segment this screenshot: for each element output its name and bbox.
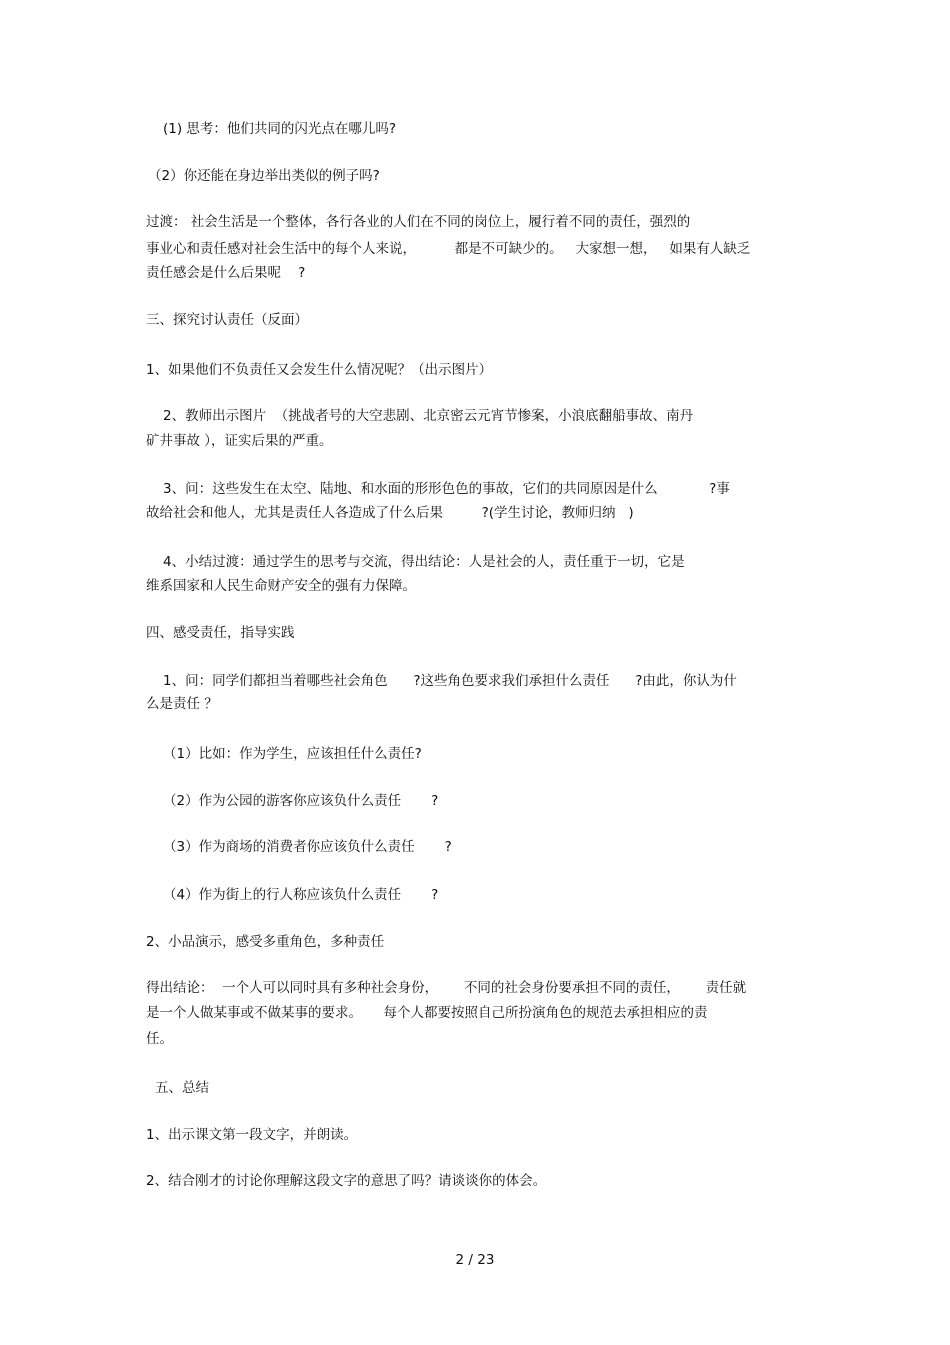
text-line: 得出结论： 一个人可以同时具有多种社会身份， 不同的社会身份要承担不同的责任， 责任就 (146, 980, 747, 996)
text-line: 过渡： 社会生活是一个整体，各行各业的人们在不同的岗位上，履行着不同的责任，强烈的 (146, 214, 691, 230)
text-line: （4）作为街上的行人称应该负什么责任 ? (163, 887, 439, 903)
text-line: 故给社会和他人，尤其是责任人各造成了什么后果 ?(学生讨论，教师归纳 ) (146, 505, 634, 521)
text-line: 4、小结过渡：通过学生的思考与交流，得出结论：人是社会的人，责任重于一切，它是 (163, 554, 685, 570)
section-heading: 三、探究讨认责任（反面） (146, 312, 308, 328)
text-line: 3、问：这些发生在太空、陆地、和水面的形形色色的事故，它们的共同原因是什么 ?事 (163, 481, 730, 497)
text-line: 2、教师出示图片 （挑战者号的大空悲剧、北京密云元宵节惨案，小浪底翻船事故、南丹 (163, 408, 694, 424)
text-line: 1、如果他们不负责任又会发生什么情况呢？（出示图片） (146, 362, 493, 378)
text-line: 1、出示课文第一段文字，并朗读。 (146, 1127, 358, 1143)
text-line: （3）作为商场的消费者你应该负什么责任 ? (163, 839, 452, 855)
text-line: 维系国家和人民生命财产安全的强有力保障。 (146, 578, 416, 594)
text-line: （1）比如：作为学生，应该担任什么责任? (163, 746, 422, 762)
section-heading: 四、感受责任，指导实践 (146, 625, 295, 641)
text-line: 矿井事故 ），证实后果的严重。 (146, 433, 333, 449)
text-line: 是一个人做某事或不做某事的要求。 每个人都要按照自己所扮演角色的规范去承担相应的责 (146, 1005, 708, 1021)
text-line: 2、结合刚才的讨论你理解这段文字的意思了吗？请谈谈你的体会。 (146, 1173, 547, 1189)
text-line: 2、小品演示，感受多重角色，多种责任 (146, 934, 385, 950)
text-line: （2）作为公园的游客你应该负什么责任 ? (163, 793, 439, 809)
text-line: (1) 思考：他们共同的闪光点在哪儿吗? (163, 121, 397, 137)
text-line: 么是责任 ？ (146, 696, 218, 712)
text-line: 1、问：同学们都担当着哪些社会角色 ?这些角色要求我们承担什么责任 ?由此，你认为什 (163, 673, 737, 689)
text-line: （2）你还能在身边举出类似的例子吗? (148, 168, 380, 184)
text-line: 责任感会是什么后果呢 ? (146, 265, 306, 281)
section-heading: 五、总结 (155, 1080, 209, 1096)
text-line: 任。 (146, 1031, 173, 1047)
text-line: 事业心和责任感对社会生活中的每个人来说， 都是不可缺少的。 大家想一想， 如果有人缺乏 (146, 241, 751, 257)
page-number: 2 / 23 (455, 1252, 495, 1268)
